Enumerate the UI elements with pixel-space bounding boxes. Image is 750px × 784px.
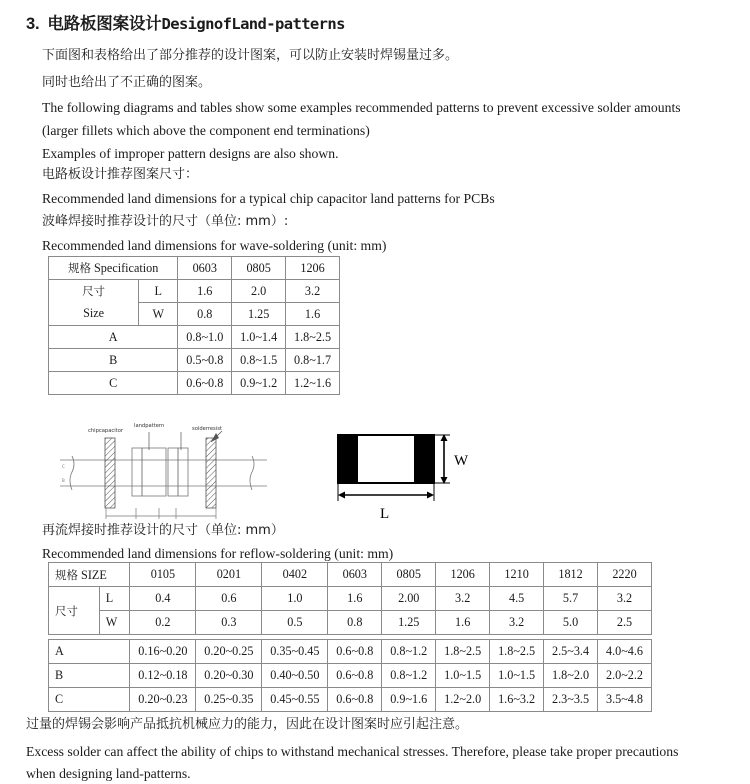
reflow-col-0201: 0201 bbox=[196, 563, 262, 587]
reflow-L-2220: 3.2 bbox=[598, 587, 652, 611]
wave-A-1206: 1.8~2.5 bbox=[286, 326, 340, 349]
reflow-W-1206: 1.6 bbox=[436, 611, 490, 635]
reflow-A-0105: 0.16~0.20 bbox=[130, 640, 196, 664]
wave-col-1206: 1206 bbox=[286, 257, 340, 280]
reflow-header-spec-en: SIZE bbox=[81, 567, 107, 582]
intro-en-line-2: (larger fillets which above the component end terminations) bbox=[42, 123, 370, 138]
table-row-header bbox=[49, 563, 652, 587]
intro-en-line-3: Examples of improper pattern designs are also shown. bbox=[42, 146, 339, 161]
label-W: W bbox=[454, 453, 469, 469]
reflow-row-B-label: B bbox=[49, 664, 130, 688]
wave-size-label-en: Size bbox=[49, 303, 139, 326]
reflow-A-1206: 1.8~2.5 bbox=[436, 640, 490, 664]
wave-header-spec bbox=[49, 257, 178, 280]
intro-cjk-line-2: 同时也给出了不正确的图案。 bbox=[42, 75, 212, 90]
reflow-W-0402: 0.5 bbox=[262, 611, 328, 635]
section-heading bbox=[26, 10, 345, 34]
wave-C-0805: 0.9~1.2 bbox=[232, 372, 286, 395]
reflow-L-0201: 0.6 bbox=[196, 587, 262, 611]
reflow-W-0603: 0.8 bbox=[328, 611, 382, 635]
wave-header-spec-en: Specification bbox=[94, 261, 159, 275]
wave-B-1206: 0.8~1.7 bbox=[286, 349, 340, 372]
chip-dimension-svg bbox=[330, 425, 475, 525]
reflow-B-1812: 1.8~2.0 bbox=[544, 664, 598, 688]
reflow-row-L-label: L bbox=[99, 587, 130, 611]
reflow-L-1210: 4.5 bbox=[490, 587, 544, 611]
reflow-C-1812: 2.3~3.5 bbox=[544, 688, 598, 712]
footer-en-line-1: Excess solder can affect the ability of chips to withstand mechanical stresses. Therefore, please take proper precautions bbox=[26, 744, 679, 759]
intro-cjk-line-1: 下面图和表格给出了部分推荐的设计图案，可以防止安装时焊锡量过多。 bbox=[42, 48, 459, 63]
wave-W-0805: 1.25 bbox=[232, 303, 286, 326]
reflow-L-0402: 1.0 bbox=[262, 587, 328, 611]
reflow-A-0201: 0.20~0.25 bbox=[196, 640, 262, 664]
table-row bbox=[49, 688, 652, 712]
section-title-en: DesignofLand-patterns bbox=[161, 15, 345, 33]
wave-L-0805: 2.0 bbox=[232, 280, 286, 303]
reflow-W-0105: 0.2 bbox=[130, 611, 196, 635]
intro-cjk-line-3: 电路板设计推荐图案尺寸： bbox=[42, 167, 199, 182]
wave-row-A-label: A bbox=[49, 326, 178, 349]
wave-soldering-table bbox=[48, 256, 340, 395]
table-row bbox=[49, 280, 340, 303]
reflow-L-0105: 0.4 bbox=[130, 587, 196, 611]
wave-L-1206: 3.2 bbox=[286, 280, 340, 303]
reflow-L-1206: 3.2 bbox=[436, 587, 490, 611]
reflow-C-1210: 1.6~3.2 bbox=[490, 688, 544, 712]
wave-C-0603: 0.6~0.8 bbox=[178, 372, 232, 395]
reflow-caption-cjk: 再流焊接时推荐设计的尺寸（单位: mm） bbox=[42, 523, 284, 538]
table-row bbox=[49, 349, 340, 372]
label-L: L bbox=[380, 506, 390, 522]
reflow-A-1210: 1.8~2.5 bbox=[490, 640, 544, 664]
reflow-L-0603: 1.6 bbox=[328, 587, 382, 611]
reflow-col-0402: 0402 bbox=[262, 563, 328, 587]
reflow-header-spec-cjk: 规格 bbox=[55, 567, 78, 582]
footer-cjk: 过量的焊锡会影响产品抵抗机械应力的能力，因此在设计图案时应引起注意。 bbox=[26, 717, 469, 732]
table-row-header bbox=[49, 257, 340, 280]
reflow-col-2220: 2220 bbox=[598, 563, 652, 587]
reflow-B-1206: 1.0~1.5 bbox=[436, 664, 490, 688]
table-row bbox=[49, 372, 340, 395]
wave-caption-cjk: 波峰焊接时推荐设计的尺寸（单位: mm）: bbox=[42, 214, 289, 229]
wave-header-spec-cjk: 规格 bbox=[67, 261, 91, 275]
cross-section-svg bbox=[56, 420, 271, 525]
reflow-C-0805: 0.9~1.6 bbox=[382, 688, 436, 712]
reflow-C-2220: 3.5~4.8 bbox=[598, 688, 652, 712]
reflow-C-0105: 0.20~0.23 bbox=[130, 688, 196, 712]
wave-size-label-cjk: 尺寸 bbox=[49, 280, 139, 303]
wave-col-0805: 0805 bbox=[232, 257, 286, 280]
reflow-L-1812: 5.7 bbox=[544, 587, 598, 611]
reflow-A-0603: 0.6~0.8 bbox=[328, 640, 382, 664]
reflow-col-1206: 1206 bbox=[436, 563, 490, 587]
reflow-A-0805: 0.8~1.2 bbox=[382, 640, 436, 664]
reflow-W-2220: 2.5 bbox=[598, 611, 652, 635]
wave-row-L-label: L bbox=[139, 280, 178, 303]
footer-en-line-2: when designing land-patterns. bbox=[26, 766, 191, 781]
svg-text:C: C bbox=[62, 464, 65, 469]
reflow-C-0201: 0.25~0.35 bbox=[196, 688, 262, 712]
label-land-pattern: landpattern bbox=[134, 423, 165, 429]
reflow-col-1812: 1812 bbox=[544, 563, 598, 587]
reflow-B-0805: 0.8~1.2 bbox=[382, 664, 436, 688]
reflow-header-spec bbox=[49, 563, 130, 587]
wave-caption-en: Recommended land dimensions for wave-soldering (unit: mm) bbox=[42, 238, 387, 253]
reflow-C-0603: 0.6~0.8 bbox=[328, 688, 382, 712]
reflow-col-0805: 0805 bbox=[382, 563, 436, 587]
table-row bbox=[49, 326, 340, 349]
reflow-col-0603: 0603 bbox=[328, 563, 382, 587]
reflow-row-W-label: W bbox=[99, 611, 130, 635]
reflow-caption-en: Recommended land dimensions for reflow-soldering (unit: mm) bbox=[42, 546, 394, 561]
chip-dimension-figure bbox=[330, 425, 475, 525]
table-row bbox=[49, 664, 652, 688]
reflow-B-0603: 0.6~0.8 bbox=[328, 664, 382, 688]
reflow-row-C-label: C bbox=[49, 688, 130, 712]
intro-en-line-1: The following diagrams and tables show some examples recommended patterns to prevent excessive solder amounts bbox=[42, 100, 681, 115]
table-row bbox=[49, 303, 340, 326]
reflow-W-0201: 0.3 bbox=[196, 611, 262, 635]
reflow-size-label-cjk: 尺寸 bbox=[49, 587, 100, 635]
reflow-col-1210: 1210 bbox=[490, 563, 544, 587]
section-title-cjk: 电路板图案设计 bbox=[47, 14, 162, 33]
reflow-B-0105: 0.12~0.18 bbox=[130, 664, 196, 688]
wave-col-0603: 0603 bbox=[178, 257, 232, 280]
reflow-B-2220: 2.0~2.2 bbox=[598, 664, 652, 688]
section-number: 3. bbox=[26, 15, 40, 33]
wave-B-0805: 0.8~1.5 bbox=[232, 349, 286, 372]
reflow-C-0402: 0.45~0.55 bbox=[262, 688, 328, 712]
reflow-col-0105: 0105 bbox=[130, 563, 196, 587]
wave-row-B-label: B bbox=[49, 349, 178, 372]
reflow-C-1206: 1.2~2.0 bbox=[436, 688, 490, 712]
reflow-B-0201: 0.20~0.30 bbox=[196, 664, 262, 688]
reflow-B-1210: 1.0~1.5 bbox=[490, 664, 544, 688]
table-row bbox=[49, 640, 652, 664]
reflow-W-1210: 3.2 bbox=[490, 611, 544, 635]
reflow-row-A-label: A bbox=[49, 640, 130, 664]
land-pattern-cross-section-figure bbox=[56, 420, 271, 525]
label-chip-capacitor: chipcapacitor bbox=[88, 428, 124, 434]
wave-W-1206: 1.6 bbox=[286, 303, 340, 326]
reflow-W-0805: 1.25 bbox=[382, 611, 436, 635]
wave-C-1206: 1.2~1.6 bbox=[286, 372, 340, 395]
wave-row-C-label: C bbox=[49, 372, 178, 395]
wave-B-0603: 0.5~0.8 bbox=[178, 349, 232, 372]
svg-text:B: B bbox=[62, 478, 65, 483]
wave-row-W-label: W bbox=[139, 303, 178, 326]
table-row bbox=[49, 587, 652, 611]
reflow-A-0402: 0.35~0.45 bbox=[262, 640, 328, 664]
intro-en-line-4: Recommended land dimensions for a typical chip capacitor land patterns for PCBs bbox=[42, 191, 495, 206]
wave-W-0603: 0.8 bbox=[178, 303, 232, 326]
reflow-L-0805: 2.00 bbox=[382, 587, 436, 611]
reflow-A-2220: 4.0~4.6 bbox=[598, 640, 652, 664]
table-row bbox=[49, 611, 652, 635]
reflow-W-1812: 5.0 bbox=[544, 611, 598, 635]
reflow-B-0402: 0.40~0.50 bbox=[262, 664, 328, 688]
wave-L-0603: 1.6 bbox=[178, 280, 232, 303]
reflow-A-1812: 2.5~3.4 bbox=[544, 640, 598, 664]
label-solder-resist: solderresist bbox=[192, 426, 222, 432]
reflow-soldering-table bbox=[48, 562, 652, 712]
wave-A-0805: 1.0~1.4 bbox=[232, 326, 286, 349]
wave-A-0603: 0.8~1.0 bbox=[178, 326, 232, 349]
